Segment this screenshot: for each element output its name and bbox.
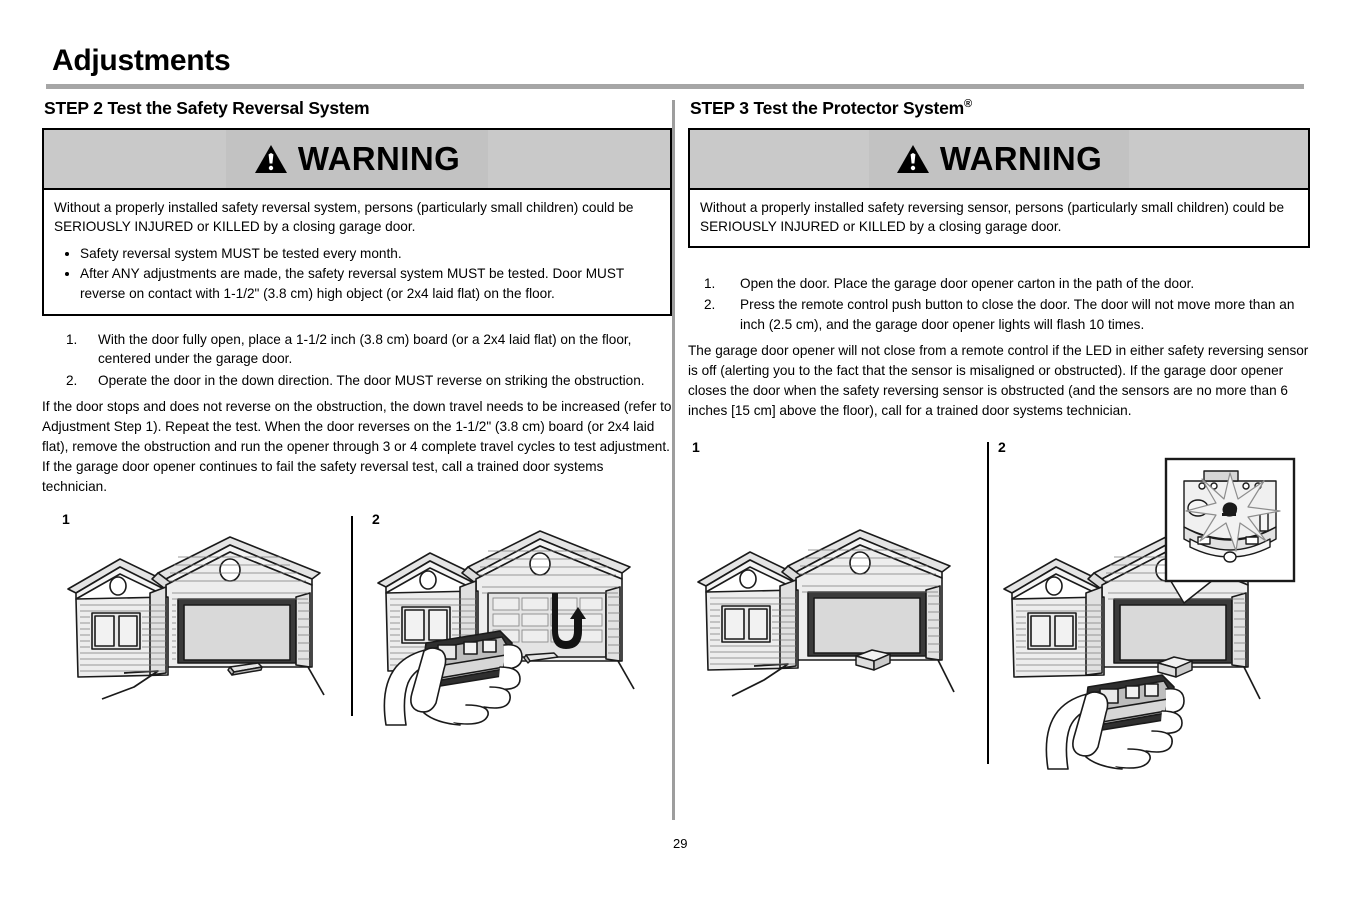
- left-warning-label: WARNING: [297, 140, 461, 177]
- title-underline-rule: [46, 84, 1304, 89]
- list-item: [688, 274, 1310, 294]
- page-number: 29: [673, 836, 688, 851]
- right-numbered-steps: [688, 274, 1310, 335]
- step-text: Operate the door in the down direction. The door MUST reverse on striking the obstruction.: [98, 373, 645, 389]
- right-warning-intro: Without a properly installed safety reversing sensor, persons (particularly small children) could be SERIOUSLY INJURED or KILLED by a closing garage door.: [700, 200, 1285, 235]
- house-remote-with-flashing-light-inset-illustration: [998, 455, 1298, 775]
- left-body-paragraph: If the door stops and does not reverse on the obstruction, the down travel needs to be increased (refer to Adjustment Step 1). Repeat the test. When the door reverses on the 1-1/2" (3.8 cm) board (or 2x4 laid flat), remove the obstruction and run the opener through 3 or 4 complete travel cycles to test adjustment. If the garage door opener continues to fail the safety reversal test, call a trained door systems technician.: [42, 398, 672, 494]
- list-item: [688, 295, 1310, 334]
- right-column: [688, 98, 1310, 769]
- left-warning-bullet-list: [54, 244, 660, 304]
- page-title: Adjustments: [52, 44, 231, 77]
- left-figure-separator: [351, 516, 353, 716]
- figure-label: 2: [998, 438, 1006, 455]
- step-number: 1.: [704, 275, 716, 291]
- step-number: 2.: [66, 373, 78, 389]
- step-text: Open the door. Place the garage door opener carton in the path of the door.: [740, 275, 1195, 291]
- right-step-heading-text: STEP 3 Test the Protector System: [690, 98, 965, 118]
- figure-label: 1: [62, 510, 70, 527]
- step-number: 2.: [704, 297, 716, 313]
- right-body-paragraph: The garage door opener will not close from a remote control if the LED in either safety reversing sensor is off (alerting you to the fact that the sensor is misaligned or obstructed). If the garage door opener closes the door when the safety reversing sensor is obstructed (and the sensors are no more than 6 inches [15 cm] above the floor), call for a trained door systems technician.: [688, 342, 1309, 418]
- right-step-heading: [690, 98, 1310, 119]
- right-warning-box: [688, 128, 1310, 248]
- warning-triangle-icon: [254, 144, 288, 174]
- figure-label: 2: [372, 510, 380, 527]
- right-warning-banner: [690, 130, 1308, 190]
- column-divider: [672, 100, 675, 820]
- list-item: After ANY adjustments are made, the safety reversal system MUST be tested. Door MUST reverse on contact with 1-1/2" (3.8 cm) high object (or 2x4 laid flat) on the floor.: [80, 264, 660, 303]
- left-warning-intro: Without a properly installed safety reversal system, persons (particularly small children) could be SERIOUSLY INJURED or KILLED by a closing garage door.: [54, 200, 634, 235]
- left-figure-group: [42, 511, 672, 726]
- list-item: Safety reversal system MUST be tested every month.: [80, 244, 660, 264]
- warning-triangle-icon: [896, 144, 930, 174]
- house-open-garage-with-board-illustration: [62, 527, 347, 712]
- step-text: With the door fully open, place a 1-1/2 inch (3.8 cm) board (or a 2x4 laid flat) on the floor, centered under the garage door.: [98, 331, 632, 367]
- left-figure-1: [62, 511, 347, 712]
- hand-holding-remote-icon: [1046, 675, 1184, 769]
- step-text: Press the remote control push button to close the door. The door will not move more than an inch (2.5 cm), and the garage door opener lights will flash 10 times.: [740, 297, 1295, 332]
- list-item: [42, 371, 672, 391]
- right-figure-separator: [987, 442, 989, 764]
- right-warning-label: WARNING: [939, 140, 1103, 177]
- step-number: 1.: [66, 331, 78, 347]
- inset-opener-light-detail: [1166, 459, 1294, 581]
- right-figure-2: [998, 439, 1298, 775]
- registered-trademark-symbol: ®: [964, 98, 972, 111]
- figure-label: 1: [692, 438, 700, 455]
- house-closed-garage-reversing-with-remote-illustration: [372, 527, 667, 732]
- left-warning-banner: [44, 130, 670, 190]
- left-column: [42, 98, 672, 726]
- right-figure-1: [692, 439, 977, 705]
- left-numbered-steps: [42, 330, 672, 391]
- left-warning-body: [44, 190, 670, 314]
- house-open-garage-with-carton-illustration: [692, 455, 977, 705]
- left-figure-2: [372, 511, 667, 732]
- left-warning-box: [42, 128, 672, 316]
- right-figure-group: [688, 439, 1310, 769]
- right-warning-body: [690, 190, 1308, 246]
- left-step-heading: STEP 2 Test the Safety Reversal System: [44, 98, 370, 118]
- list-item: [42, 330, 672, 369]
